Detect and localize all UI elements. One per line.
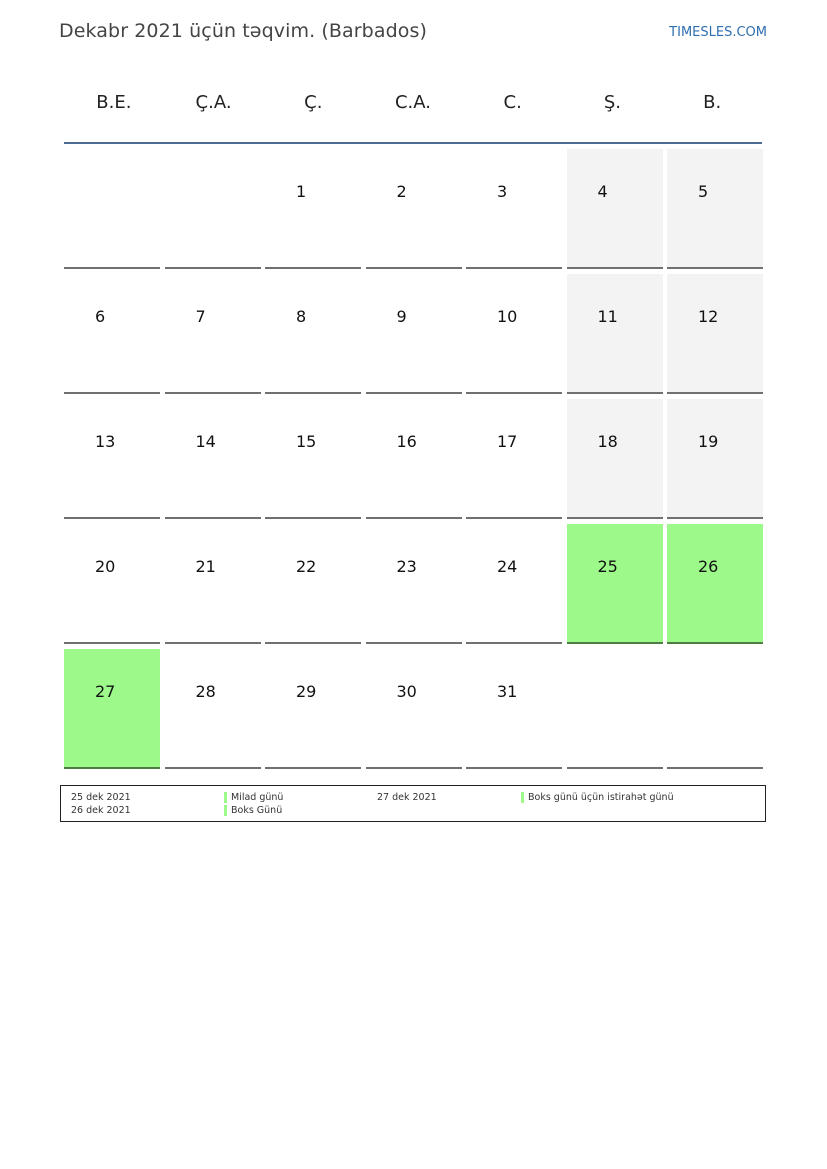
day-number: 27 bbox=[95, 682, 116, 701]
header-divider bbox=[64, 142, 762, 144]
day-cell[interactable] bbox=[265, 274, 361, 394]
day-cell[interactable] bbox=[567, 149, 663, 269]
day-number: 30 bbox=[396, 682, 417, 701]
weekday-header: B. bbox=[703, 92, 722, 113]
day-cell[interactable] bbox=[64, 649, 160, 769]
day-number: 2 bbox=[396, 182, 407, 201]
day-number: 15 bbox=[296, 432, 317, 451]
day-cell[interactable] bbox=[366, 274, 462, 394]
day-cell[interactable] bbox=[64, 274, 160, 394]
day-number: 14 bbox=[195, 432, 216, 451]
empty-day-cell bbox=[667, 649, 763, 769]
day-cell[interactable] bbox=[667, 149, 763, 269]
day-cell[interactable] bbox=[667, 274, 763, 394]
day-cell[interactable] bbox=[165, 274, 261, 394]
day-cell[interactable] bbox=[366, 524, 462, 644]
day-number: 10 bbox=[497, 307, 518, 326]
day-cell[interactable] bbox=[466, 399, 562, 519]
day-cell[interactable] bbox=[466, 274, 562, 394]
day-number: 26 bbox=[698, 557, 719, 576]
day-number: 11 bbox=[597, 307, 618, 326]
day-number: 25 bbox=[597, 557, 618, 576]
brand-link[interactable]: TIMESLES.COM bbox=[669, 25, 767, 40]
day-number: 31 bbox=[497, 682, 518, 701]
empty-day-cell bbox=[64, 149, 160, 269]
day-number: 6 bbox=[95, 307, 106, 326]
day-cell[interactable] bbox=[366, 149, 462, 269]
day-cell[interactable] bbox=[64, 399, 160, 519]
day-cell[interactable] bbox=[466, 149, 562, 269]
day-cell[interactable] bbox=[165, 649, 261, 769]
day-cell[interactable] bbox=[165, 399, 261, 519]
day-number: 20 bbox=[95, 557, 116, 576]
calendar-grid bbox=[64, 149, 763, 769]
day-number: 22 bbox=[296, 557, 317, 576]
weekday-header: Ç.A. bbox=[195, 92, 232, 113]
page-title: Dekabr 2021 üçün təqvim. (Barbados) bbox=[59, 20, 427, 42]
legend-holiday-name: Milad günü bbox=[231, 792, 284, 803]
legend-holiday-name: Boks Günü bbox=[231, 805, 283, 816]
day-number: 29 bbox=[296, 682, 317, 701]
day-number: 7 bbox=[195, 307, 206, 326]
empty-day-cell bbox=[165, 149, 261, 269]
weekday-header: C.A. bbox=[394, 92, 431, 113]
day-number: 8 bbox=[296, 307, 307, 326]
day-cell[interactable] bbox=[265, 649, 361, 769]
day-cell[interactable] bbox=[667, 524, 763, 644]
legend-date: 26 dek 2021 bbox=[71, 805, 131, 816]
legend-color-marker bbox=[521, 792, 524, 803]
holiday-legend bbox=[60, 785, 766, 822]
day-number: 13 bbox=[95, 432, 116, 451]
day-cell[interactable] bbox=[265, 399, 361, 519]
day-number: 12 bbox=[698, 307, 719, 326]
weekday-header: C. bbox=[503, 92, 522, 113]
day-number: 5 bbox=[698, 182, 709, 201]
day-number: 28 bbox=[195, 682, 216, 701]
legend-color-marker bbox=[224, 792, 227, 803]
day-cell[interactable] bbox=[466, 649, 562, 769]
day-number: 21 bbox=[195, 557, 216, 576]
day-cell[interactable] bbox=[366, 649, 462, 769]
day-cell[interactable] bbox=[567, 274, 663, 394]
legend-date: 25 dek 2021 bbox=[71, 792, 131, 803]
day-number: 4 bbox=[597, 182, 608, 201]
day-cell[interactable] bbox=[567, 524, 663, 644]
day-cell[interactable] bbox=[567, 399, 663, 519]
day-number: 9 bbox=[396, 307, 407, 326]
day-cell[interactable] bbox=[165, 524, 261, 644]
day-number: 16 bbox=[396, 432, 417, 451]
legend-color-marker bbox=[224, 805, 227, 816]
weekday-header: B.E. bbox=[96, 92, 132, 113]
weekday-header: Ş. bbox=[603, 92, 621, 113]
empty-day-cell bbox=[567, 649, 663, 769]
weekday-header: Ç. bbox=[304, 92, 323, 113]
day-number: 1 bbox=[296, 182, 307, 201]
day-number: 23 bbox=[396, 557, 417, 576]
day-number: 19 bbox=[698, 432, 719, 451]
day-cell[interactable] bbox=[265, 149, 361, 269]
day-number: 24 bbox=[497, 557, 518, 576]
day-number: 18 bbox=[597, 432, 618, 451]
legend-date: 27 dek 2021 bbox=[377, 792, 437, 803]
day-cell[interactable] bbox=[667, 399, 763, 519]
day-number: 3 bbox=[497, 182, 508, 201]
day-number: 17 bbox=[497, 432, 518, 451]
day-cell[interactable] bbox=[366, 399, 462, 519]
weekday-header-row bbox=[64, 80, 762, 142]
day-cell[interactable] bbox=[466, 524, 562, 644]
day-cell[interactable] bbox=[64, 524, 160, 644]
day-cell[interactable] bbox=[265, 524, 361, 644]
legend-holiday-name: Boks günü üçün istirahət günü bbox=[528, 792, 674, 803]
